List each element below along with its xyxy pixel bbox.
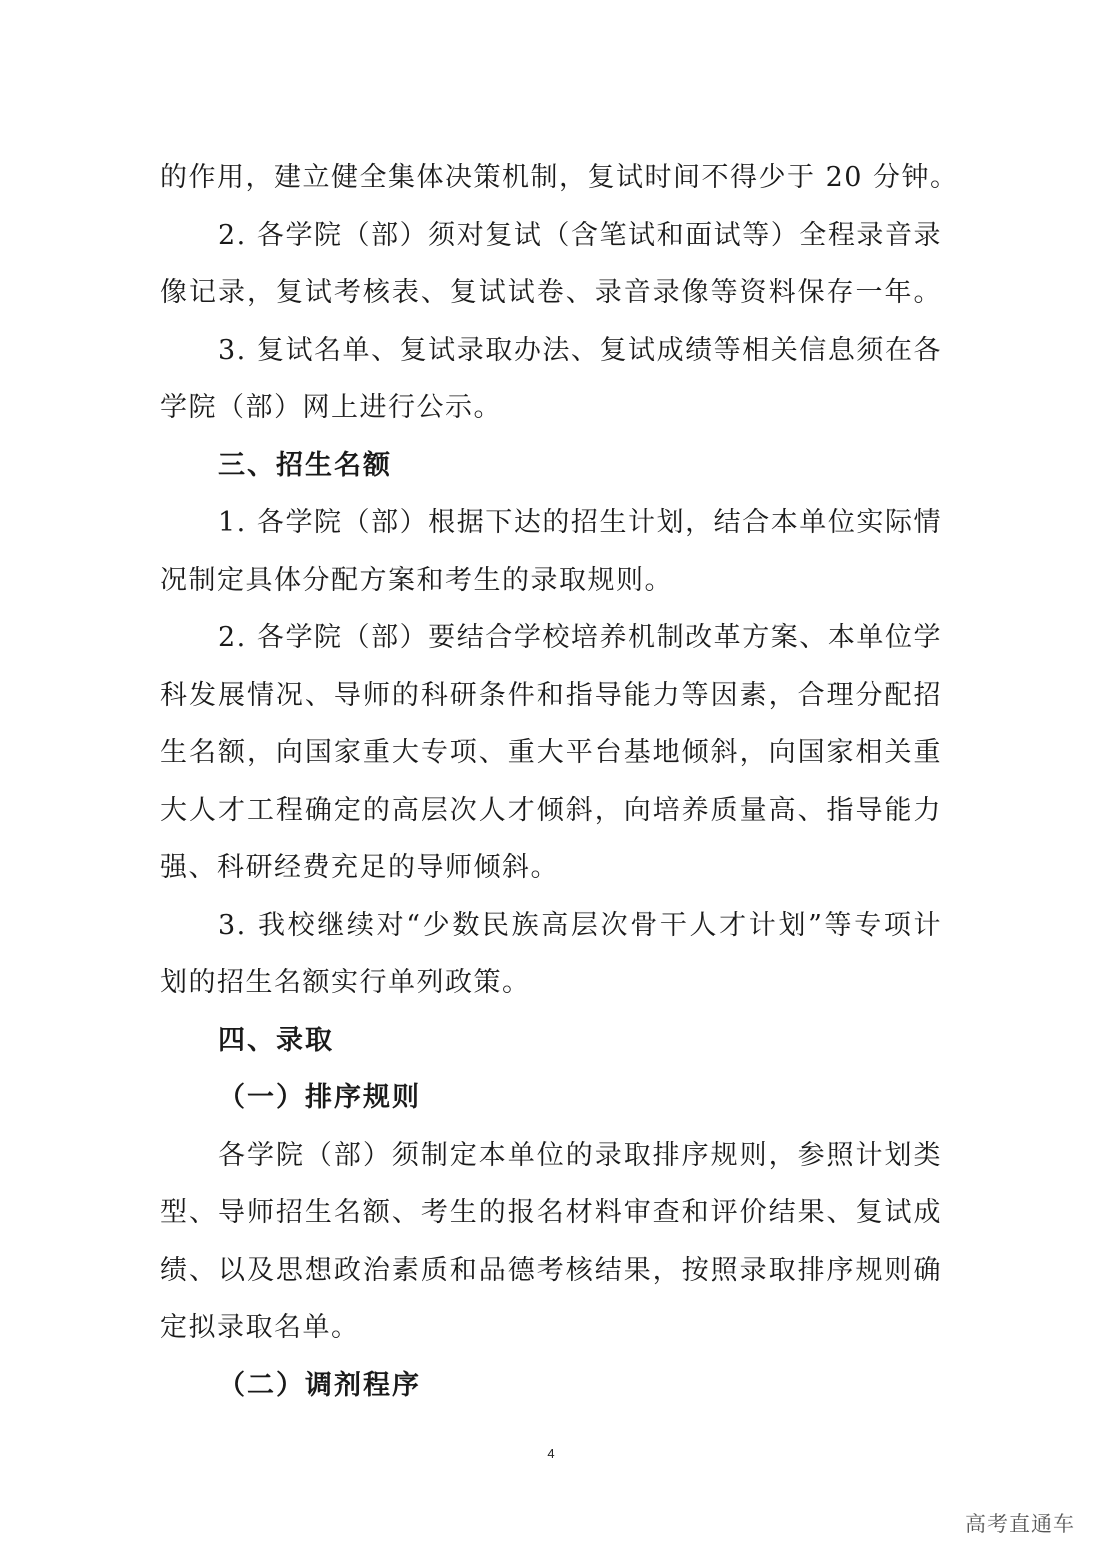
paragraph-line: 1. 各学院（部）根据下达的招生计划，结合本单位实际情 — [218, 507, 942, 538]
section-heading: 四、录取 — [218, 1025, 334, 1056]
paragraph-line: 生名额，向国家重大专项、重大平台基地倾斜，向国家相关重 — [160, 737, 942, 768]
paragraph-line: 定拟录取名单。 — [160, 1312, 360, 1343]
watermark: 高考直通车 — [965, 1512, 1075, 1536]
subsection-heading: （一）排序规则 — [218, 1082, 421, 1113]
paragraph-line: 划的招生名额实行单列政策。 — [160, 967, 531, 998]
paragraph-line: 强、科研经费充足的导师倾斜。 — [160, 852, 559, 883]
paragraph-line: 绩、以及思想政治素质和品德考核结果，按照录取排序规则确 — [160, 1255, 942, 1286]
paragraph-line: 各学院（部）须制定本单位的录取排序规则，参照计划类 — [218, 1140, 942, 1171]
section-heading: 三、招生名额 — [218, 450, 392, 481]
paragraph-line: 的作用，建立健全集体决策机制，复试时间不得少于 20 分钟。 — [160, 162, 959, 193]
paragraph-line: 型、导师招生名额、考生的报名材料审查和评价结果、复试成 — [160, 1197, 942, 1228]
paragraph-line: 2. 各学院（部）要结合学校培养机制改革方案、本单位学 — [218, 622, 942, 653]
paragraph-line: 大人才工程确定的高层次人才倾斜，向培养质量高、指导能力 — [160, 795, 942, 826]
page-number: 4 — [547, 1446, 555, 1461]
paragraph-line: 学院（部）网上进行公示。 — [160, 392, 502, 423]
paragraph-line: 3. 复试名单、复试录取办法、复试成绩等相关信息须在各 — [218, 335, 942, 366]
paragraph-line: 2. 各学院（部）须对复试（含笔试和面试等）全程录音录 — [218, 220, 942, 251]
paragraph-line: 3. 我校继续对“少数民族高层次骨干人才计划”等专项计 — [218, 910, 942, 941]
subsection-heading: （二）调剂程序 — [218, 1370, 421, 1401]
paragraph-line: 科发展情况、导师的科研条件和指导能力等因素，合理分配招 — [160, 680, 942, 711]
paragraph-line: 像记录，复试考核表、复试试卷、录音录像等资料保存一年。 — [160, 277, 942, 308]
paragraph-line: 况制定具体分配方案和考生的录取规则。 — [160, 565, 673, 596]
